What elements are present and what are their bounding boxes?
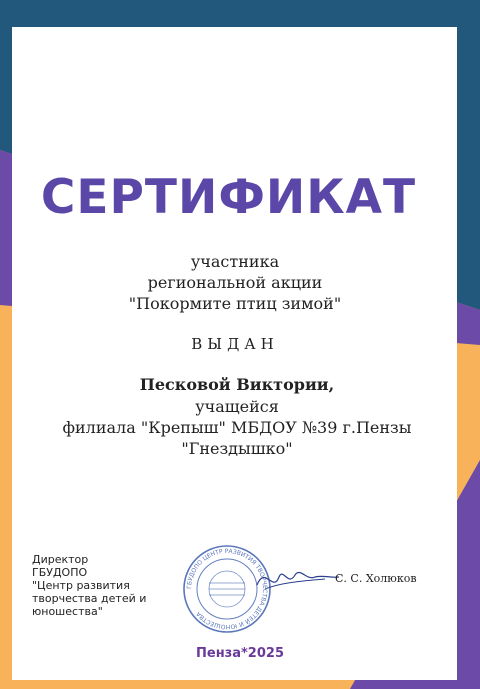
director-line: ГБУДОПО [32, 566, 88, 579]
recipient-group: "Гнездышко" [181, 439, 293, 458]
footer-city-year: Пенза*2025 [196, 646, 284, 661]
signer-name: С. С. Холюков [335, 572, 417, 585]
director-line: юношества" [32, 605, 103, 618]
director-block [32, 553, 162, 618]
participant-label: участника [190, 252, 280, 271]
recipient-role: учащейся [195, 397, 279, 416]
recipient-name: Песковой Виктории, [139, 375, 335, 394]
director-line: Директор [32, 553, 89, 566]
director-line: творчества детей и [32, 592, 147, 605]
recipient-org: филиала "Крепыш" МБДОУ №39 г.Пензы [62, 418, 412, 437]
director-line: "Центр развития [32, 579, 130, 592]
issued-label: ВЫДАН [191, 335, 279, 353]
signature [255, 555, 340, 600]
event-name: "Покормите птиц зимой" [128, 294, 342, 313]
certificate-title: СЕРТИФИКАТ [40, 170, 417, 225]
svg-text:ГБУДОПО ЦЕНТР РАЗВИТИЯ ТВОРЧЕС: ГБУДОПО ЦЕНТР РАЗВИТИЯ ТВОРЧЕСТВА ДЕТЕЙ И ЮНОШЕСТВА [185, 547, 269, 631]
event-type: региональной акции [147, 273, 323, 292]
